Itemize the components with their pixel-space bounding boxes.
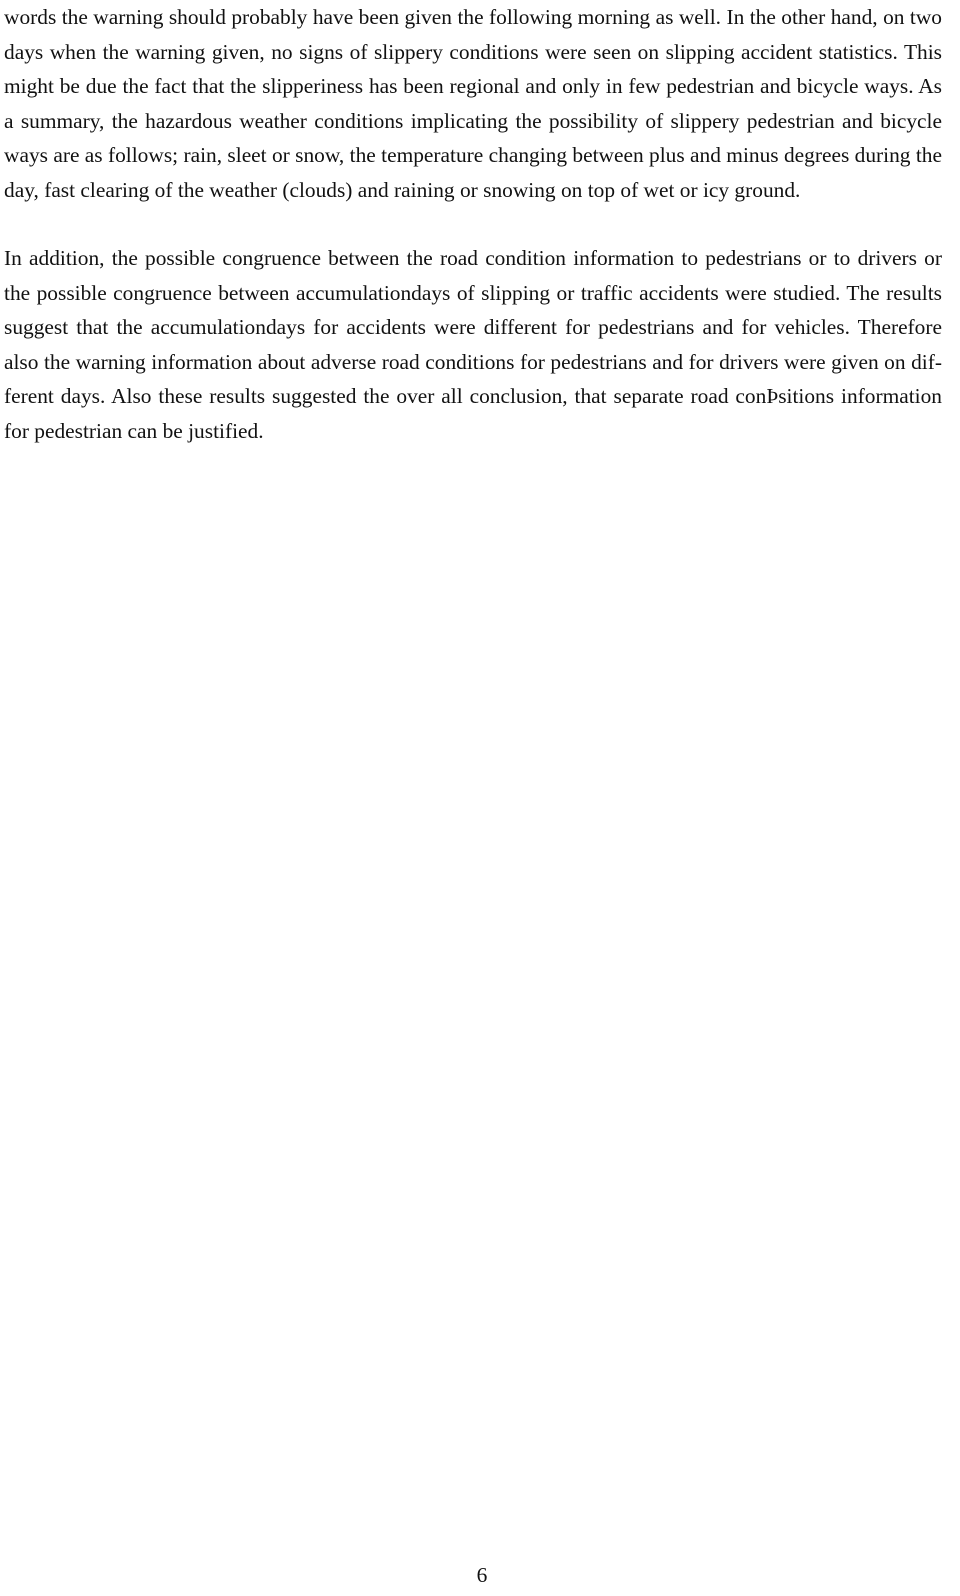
body-paragraph: In addition, the possible congruence between the road condition information to pedestrians or to drivers or the possible congruence between accumulationdays of slipping or traffic accidents were studied. The results suggest that the accumulationdays for accidents were different for pedestrians and for vehicles. Therefore also the warning information about adverse road conditions for pedestrians and for drivers were given on different days. Also these results suggested the over all conclusion, that separate road conÞsitions information for pedestrian can be justified. xyxy=(4,246,942,443)
body-paragraph: words the warning should probably have been given the following morning as well. In the other hand, on two days when the warning given, no signs of slippery conditions were seen on slipping accident statistics. This might be due the fact that the slipperiness has been regional and only in few pedestrian and bicycle ways. As a summary, the hazardous weather conditions implicating the possibility of slippery pedestrian and bicycle ways are as follows; rain, sleet or snow, the temperature changing between plus and minus degrees during the day, fast clearing of the weather (clouds) and raining or snowing on top of wet or icy ground. xyxy=(4,5,942,202)
page-number: 6 xyxy=(476,1563,488,1587)
document-page xyxy=(4,0,942,448)
